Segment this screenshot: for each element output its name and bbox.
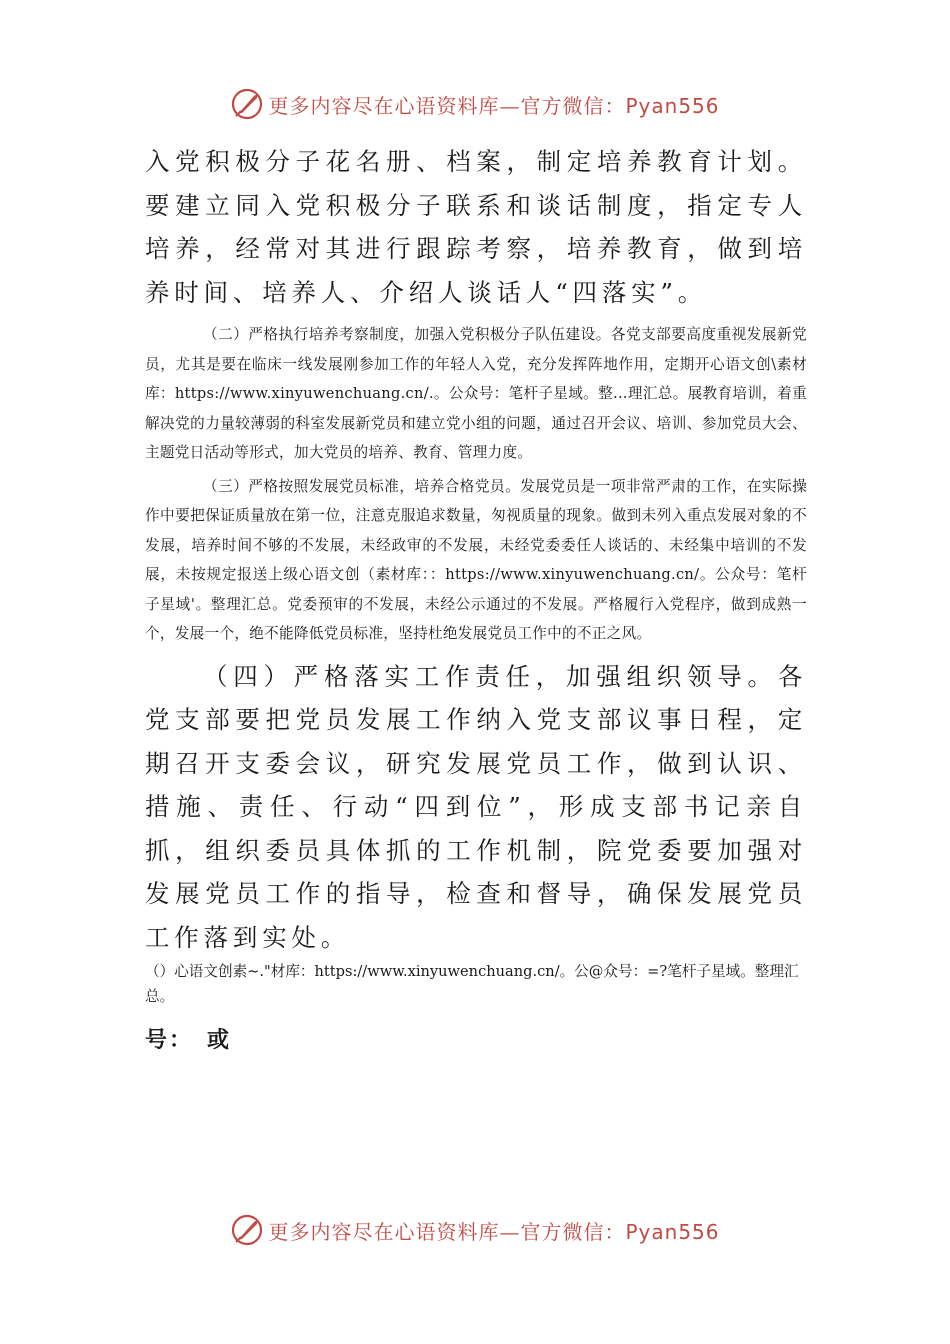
signature-right: 或 [207,1028,232,1053]
signature-line [145,1023,807,1054]
banner-main-text: 更多内容尽在心语资料库—官方微信： [268,93,626,118]
footer-banner [0,1210,950,1250]
source-note: （）心语文创素~."材库：https://www.xinyuwenchuang.cn/。公@众号：=?笔杆子星域。整理汇总。 [145,963,799,1005]
quill-logo-icon [230,87,264,121]
document-body [145,140,807,1054]
banner-main-text: 更多内容尽在心语资料库—官方微信： [268,1219,626,1244]
banner-wechat-id: Pyan556 [625,93,720,118]
paragraph-4: （四）严格落实工作责任，加强组织领导。各党支部要把党员发展工作纳入党支部议事日程，定期召开支委会议，研究发展党员工作，做到认识、措施、责任、行动“四到位”，形成支部书记亲自抓，组织委员具体抓的工作机制，院党委要加强对发展党员工作的指导，检查和督导，确保发展党员工作落到实处。 [145,661,807,952]
quill-logo-icon [230,1213,264,1247]
banner-text [268,1216,719,1245]
paragraph-3: （三）严格按照发展党员标准，培养合格党员。发展党员是一项非常严肃的工作，在实际操作中要把保证质量放在第一位，注意克服追求数量，匆视质量的现象。做到未列入重点发展对象的不发展，培养时间不够的不发展，未经政审的不发展，未经党委委任人谈话的、未经集中培训的不发展，未按规定报送上级心语文创（素材库：：https://www.xinyuwenchuang.cn/。公众号：笔杆子星域'。整理汇总。党委预审的不发展，未经公示通过的不发展。严格履行入党程序，做到成熟一个，发展一个，绝不能降低党员标准，坚持杜绝发展党员工作中的不正之风。 [145,477,807,642]
paragraph-2: （二）严格执行培养考察制度，加强入党积极分子队伍建设。各党支部要高度重视发展新党员，尤其是要在临床一线发展刚参加工作的年轻人入党，充分发挥阵地作用，定期开心语文创\素材库：https://www.xinyuwenchuang.cn/.。公众号：笔杆子星域。整…理汇总。展教育培训，着重解决党的力量较薄弱的科室发展新党员和建立党小组的问题，通过召开会议、培训、参加党员大会、主题党日活动等形式，加大党员的培养、教育、管理力度。 [145,326,807,461]
banner-wechat-id: Pyan556 [625,1219,720,1244]
paragraph-1: 入党积极分子花名册、档案，制定培养教育计划。要建立同入党积极分子联系和谈话制度，指定专人培养，经常对其进行跟踪考察，培养教育，做到培养时间、培养人、介绍人谈话人“四落实”。 [145,147,807,307]
signature-left: 号： [145,1028,194,1053]
header-banner [0,84,950,124]
banner-text [268,90,719,119]
